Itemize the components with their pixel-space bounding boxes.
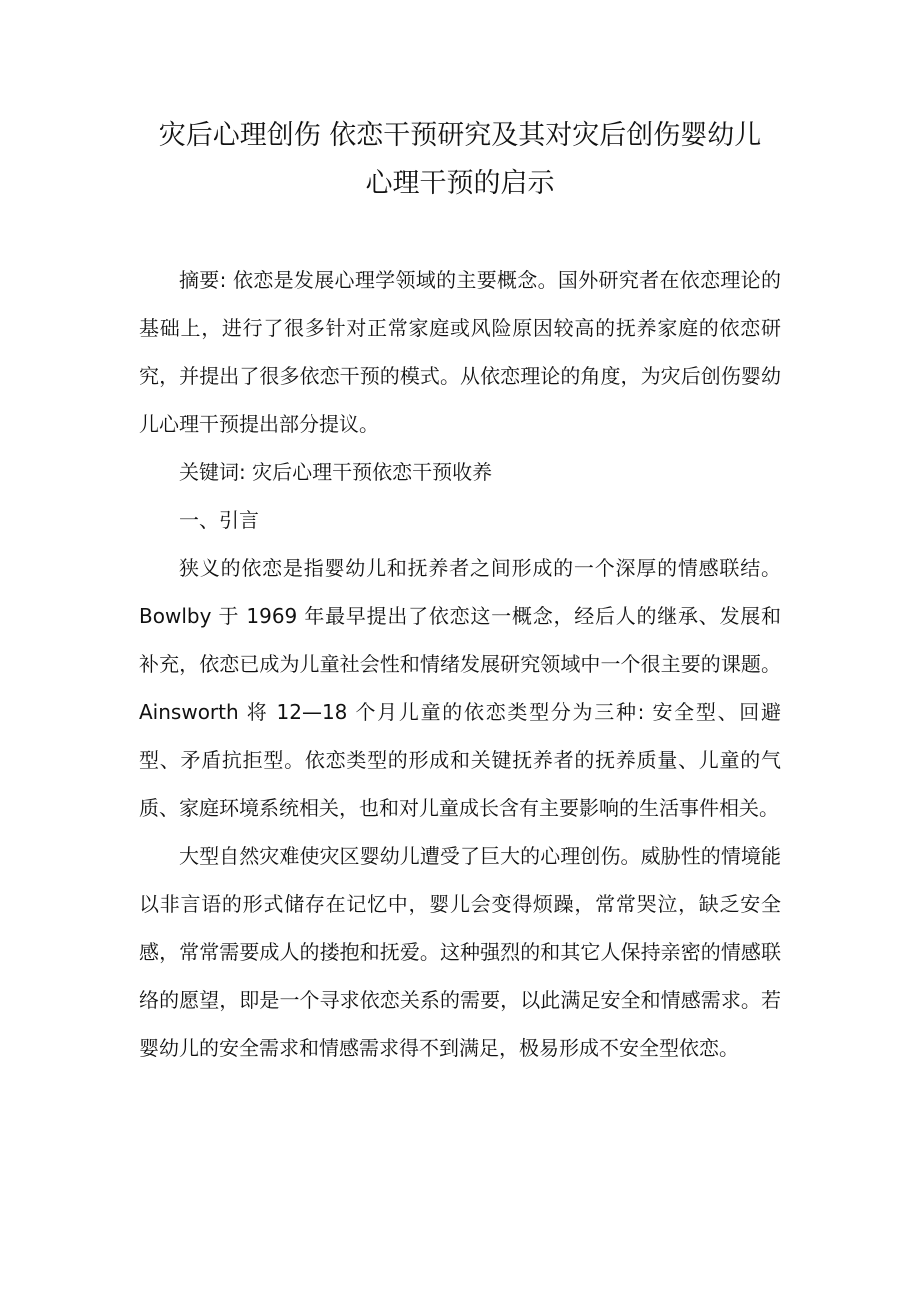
document-body	[139, 256, 781, 1072]
keywords-paragraph: 关键词: 灾后心理干预依恋干预收养	[179, 460, 493, 484]
title-line-2: 心理干预的启示	[365, 168, 555, 199]
body-paragraph-2: 大型自然灾难使灾区婴幼儿遭受了巨大的心理创伤。威胁性的情境能以非言语的形式储存在记忆中，婴儿会变得烦躁，常常哭泣，缺乏安全感，常常需要成人的搂抱和抚爱。这种强烈的和其它人保持亲密的情感联络的愿望，即是一个寻求依恋关系的需要，以此满足安全和情感需求。若婴幼儿的安全需求和情感需求得不到满足，极易形成不安全型依恋。	[139, 844, 781, 1060]
title-line-1: 灾后心理创伤 依恋干预研究及其对灾后创伤婴幼儿	[158, 120, 762, 151]
abstract-paragraph: 摘要: 依恋是发展心理学领域的主要概念。国外研究者在依恋理论的基础上，进行了很多针对正常家庭或风险原因较高的抚养家庭的依恋研究，并提出了很多依恋干预的模式。从依恋理论的角度，为灾后创伤婴幼儿心理干预提出部分提议。	[139, 268, 781, 436]
document-title	[120, 112, 800, 208]
body-paragraph-1: 狭义的依恋是指婴幼儿和抚养者之间形成的一个深厚的情感联结。Bowlby 于 1969 年最早提出了依恋这一概念，经后人的继承、发展和补充，依恋已成为儿童社会性和情绪发展研究领域中一个很主要的课题。Ainsworth 将 12—18 个月儿童的依恋类型分为三种: 安全型、回避型、矛盾抗拒型。依恋类型的形成和关键抚养者的抚养质量、儿童的气质、家庭环境系统相关，也和对儿童成长含有主要影响的生活事件相关。	[139, 556, 781, 820]
section-heading-introduction: 一、引言	[179, 508, 259, 532]
